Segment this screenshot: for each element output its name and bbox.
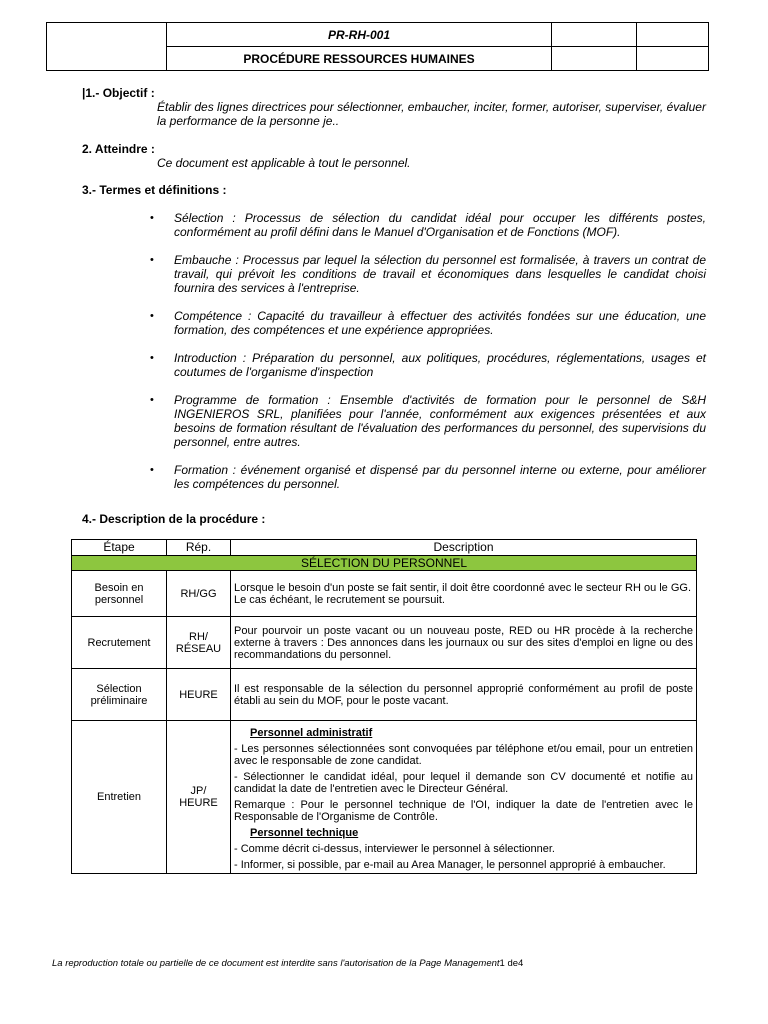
atteindre-text: Ce document est applicable à tout le personnel. [157,156,411,170]
bullet-icon: • [150,310,154,322]
bullet-icon: • [150,212,154,224]
description-cell: Personnel administratif - Les personnes sélectionnées sont convoquées par téléphone et/ou email, pour un entretien avec le responsable de zone candidat. - Sélectionner le candidat idéal, pour lequel il demande son CV documenté et notifie au candidat la date de l'entretien avec le Directeur Général. Remarque : Pour le personnel technique de l'OI, indiquer la date de l'entretien avec le Responsable de l'Organisme de Contrôle. Personnel technique - Comme décrit ci-dessus, interviewer le personnel à sélectionner. - Informer, si possible, par e-mail au Area Manager, le personnel approprié à embaucher. [231,721,697,874]
header-blank-cell [552,23,637,47]
etape-cell: Recrutement [72,617,167,669]
objectif-text: Établir des lignes directrices pour sélectionner, embaucher, inciter, former, autoriser, superviser, évaluer la performance de la personne je.. [157,100,706,128]
list-item: • Compétence : Capacité du travailleur à effectuer des activités fondées sur une éducation, une formation, des compétences et une expérience appropriées. [150,309,706,337]
table-header-row [72,540,697,556]
etape-cell: Sélection préliminaire [72,669,167,721]
table-group-row [72,556,697,571]
list-item: • Programme de formation : Ensemble d'activités de formation pour le personnel de S&H INGENIEROS SRL, planifiées pour l'année, conformément aux exigences présentées et aux besoins de formation résultant de l'évaluation des performances du personnel, des supervisions du personnel, entre autres. [150,393,706,449]
column-header-description: Description [231,540,697,556]
header-blank-cell [637,23,709,47]
logo-cell [47,23,167,71]
bullet-icon: • [150,254,154,266]
page-number: 1 de4 [499,958,524,969]
bullet-icon: • [150,352,154,364]
description-cell: Pour pourvoir un poste vacant ou un nouveau poste, RED ou HR procède à la recherche externe à travers : Des annonces dans les journaux ou sur des sites d'emploi en ligne ou des recommandations du personnel. [231,617,697,669]
list-item: • Sélection : Processus de sélection du candidat idéal pour occuper les différents postes, conformément au profil défini dans le Manuel d'Organisation et de Fonctions (MOF). [150,211,706,239]
procedure-table [71,539,697,874]
footer-notice: La reproduction totale ou partielle de ce document est interdite sans l'autorisation de la Page Management [52,958,500,969]
column-header-etape: Étape [72,540,167,556]
list-item: • Formation : événement organisé et dispensé par du personnel interne ou externe, pour améliorer les compétences du personnel. [150,463,706,491]
list-item: • Introduction : Préparation du personnel, aux politiques, procédures, réglementations, usages et coutumes de l'organisme d'inspection [150,351,706,379]
description-cell: Il est responsable de la sélection du personnel approprié conformément au profil de poste établi au sein du MOF, pour le poste vacant. [231,669,697,721]
header-blank-cell [637,47,709,71]
rep-cell: JP/ HEURE [167,721,231,874]
table-row [72,571,697,617]
rep-cell: RH/GG [167,571,231,617]
definitions-list [148,211,706,505]
bullet-icon: • [150,464,154,476]
table-row [72,669,697,721]
column-header-rep: Rép. [167,540,231,556]
bullet-icon: • [150,394,154,406]
description-cell: Lorsque le besoin d'un poste se fait sentir, il doit être coordonné avec le secteur RH ou le GG. Le cas échéant, le recrutement se poursuit. [231,571,697,617]
header-blank-cell [552,47,637,71]
section-heading-atteindre: 2. Atteindre : [82,142,155,156]
subheading-technique: Personnel technique [250,827,359,839]
rep-cell: RH/ RÉSEAU [167,617,231,669]
etape-cell: Entretien [72,721,167,874]
document-header [46,22,709,71]
section-heading-objectif: |1.- Objectif : [82,86,155,100]
section-heading-description: 4.- Description de la procédure : [82,512,266,526]
table-row [72,721,697,874]
subheading-administratif: Personnel administratif [250,727,373,739]
group-label: SÉLECTION DU PERSONNEL [72,556,697,571]
document-title: PROCÉDURE RESSOURCES HUMAINES [167,47,552,71]
document-code: PR-RH-001 [167,23,552,47]
list-item: • Embauche : Processus par lequel la sélection du personnel est formalisée, à travers un contrat de travail, qui prévoit les conditions de travail et économiques dans lesquelles le candidat choisi fournira des services à l'entreprise. [150,253,706,295]
table-row [72,617,697,669]
etape-cell: Besoin en personnel [72,571,167,617]
page-footer [52,958,523,969]
section-heading-termes: 3.- Termes et définitions : [82,183,227,197]
rep-cell: HEURE [167,669,231,721]
